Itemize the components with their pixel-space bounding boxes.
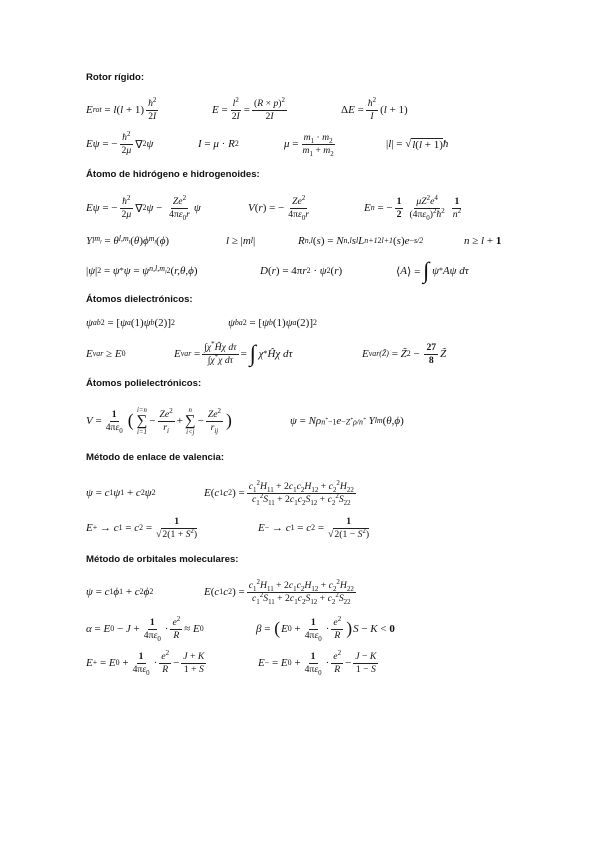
formula-valor-esperado: ⟨ A ⟩ = ∫ ψ * Aψ dτ bbox=[396, 257, 469, 284]
formula-psi-ev: ψ = c 1 ψ 1 + c 2 ψ 2 bbox=[86, 487, 156, 499]
formula-psi-polielectronico: ψ = Nρ n*−1 e −Z*ρ/n* Y lm ( θ,ϕ ) bbox=[290, 415, 404, 427]
formula-masa-reducida: μ = $\frac{m_1 \cdot m_2}{m_1 + m_2}$ bbox=[284, 131, 334, 158]
formula-delta-e: Δ E = $\frac{ħ^2}{I}$ ( l + 1) bbox=[341, 95, 408, 122]
formula-potencial: V ( r ) = − $\frac{Ze^2}{4\pi\varepsilon_0r}$ bbox=[248, 193, 310, 222]
formula-inercia: I = μ · R 2 bbox=[198, 138, 239, 150]
formula-condicion-l: l ≥ | m l | bbox=[226, 235, 256, 247]
formula-energia-ev: E ( c 1 c 2 ) = $\frac{c_1^2H_{11} + 2c_1c_2H_{12} + c_2^2H_{22}}{c_1^2S_{11} + 2c_1c_2S_{12} + c_2^2S_{22}}$ bbox=[204, 478, 354, 507]
formula-schrodinger-hidrogeno: Eψ = − $\frac{ħ^2}{2\mu}$ ∇ 2 ψ − $\frac{Ze^2}{4\pi\varepsilon_0r}$ ψ bbox=[86, 193, 201, 222]
section-enlace-valencia: Método de enlace de valencia: bbox=[86, 452, 225, 463]
section-hidrogeno: Átomo de hidrógeno e hidrogenoides: bbox=[86, 169, 260, 180]
formula-alpha: α = E 0 − J + $\frac{1}{4\pi\varepsilon_0}$ · $\frac{e^2}{R}$ ≈ E 0 bbox=[86, 614, 204, 643]
formula-modulo-l: | l | = √ l(l + 1) ħ bbox=[386, 138, 449, 151]
section-rotor-rigido: Rotor rígido: bbox=[86, 72, 145, 83]
formula-psi-ab: ψ ab 2 = [ ψ a (1) ψ b (2)] 2 bbox=[86, 317, 175, 329]
formula-beta: β = ( E 0 + $\frac{1}{4\pi\varepsilon_0}$ · $e^2$ R ) S − K < 0 bbox=[256, 614, 395, 643]
formula-densidad: | ψ | 2 = ψ * ψ = ψ $n,l,m_l$ 2 ( r,θ,ϕ ) bbox=[86, 264, 198, 277]
formula-energia-om: E ( c 1 c 2 ) = $\frac{c_1^2H_{11} + 2c_1c_2H_{12} + c_2^2H_{22}}{c_1^2S_{11} + 2c_1c_2S_{12} + c_2^2S_{22}}$ bbox=[204, 577, 354, 606]
formula-e-l2: E = $\frac{l^2}{2I}$ = $\frac{(R \times p)^2}{2I}$ bbox=[212, 95, 286, 122]
section-orbitales-moleculares: Método de orbitales moleculares: bbox=[86, 554, 239, 565]
formula-v-polielectronico: V = $\frac{1}{4\pi\varepsilon_0}$ ( i=n ∑ i=1 − $\frac{Ze^2}{r_i}$ + n ∑ i<j − $Ze^2$ $r_{ij}$ ) bbox=[86, 406, 232, 436]
formula-e-rot: E rot = l ( l + 1) $ħ^2$ 2I bbox=[86, 95, 157, 122]
formula-condicion-n: n ≥ l + 1 bbox=[464, 235, 502, 247]
formula-psi-om: ψ = c 1 ϕ 1 + c 2 ϕ 2 bbox=[86, 586, 154, 598]
formula-radial: R n,l ( s ) = N n,l s l L n+1 2l+1 ( s ) e −s/2 bbox=[298, 235, 424, 247]
formula-e-minus-ev: E − → c 1 = c 2 = $\frac{1}{√2(1 - S^2)}$ bbox=[258, 515, 370, 540]
formula-var-desigualdad: E var ≥ E 0 bbox=[86, 348, 126, 360]
formula-armonicos-esfericos: Y l $m_l$ = θ $l,m_l$ ( θ ) ϕ $m_l$ ( ϕ ) bbox=[86, 234, 170, 247]
formula-e-plus-om: E + = E 0 + $\frac{1}{4\pi\varepsilon_0}$ · $e^2$ R − $\frac{J + K}{1 + S}$ bbox=[86, 648, 205, 677]
formula-schrodinger-rotor: Eψ = − $\frac{ħ^2}{2\mu}$ ∇ 2 ψ bbox=[86, 129, 154, 156]
formula-e-minus-om: E − = E 0 + $\frac{1}{4\pi\varepsilon_0}$ · $e^2$ R − $\frac{J - K}{1 - S}$ bbox=[258, 648, 377, 677]
section-dielectronicos: Átomos dielectrónicos: bbox=[86, 294, 193, 305]
formula-var-z: E var (Z̃) = Z̃ 2 − $\frac{27}{8}$ Z̃ bbox=[362, 341, 447, 366]
formula-d-radial: D ( r ) = 4π r 2 · ψ 2 ( r ) bbox=[260, 265, 343, 277]
formula-psi-ba: ψ ba 2 = [ ψ b (1) ψ a (2)] 2 bbox=[228, 317, 317, 329]
section-polielectronicos: Átomos polielectrónicos: bbox=[86, 378, 202, 389]
formula-var-definicion: E var = $\frac{\int\chi^*Ĥ\chi d\tau}{\int\chi^*\chi d\tau}$ = ∫ χ * Ĥχ dτ bbox=[174, 339, 293, 367]
formula-energia-n: E n = − $\frac{1}{2}$ $\mu Z^2e^4$ $(4\pi\varepsilon_0)^2ħ^2$ 1 $n^2$ bbox=[364, 193, 462, 222]
formula-e-plus-ev: E + → c 1 = c 2 = $\frac{1}{√2(1 + S^2)}$ bbox=[86, 515, 198, 540]
